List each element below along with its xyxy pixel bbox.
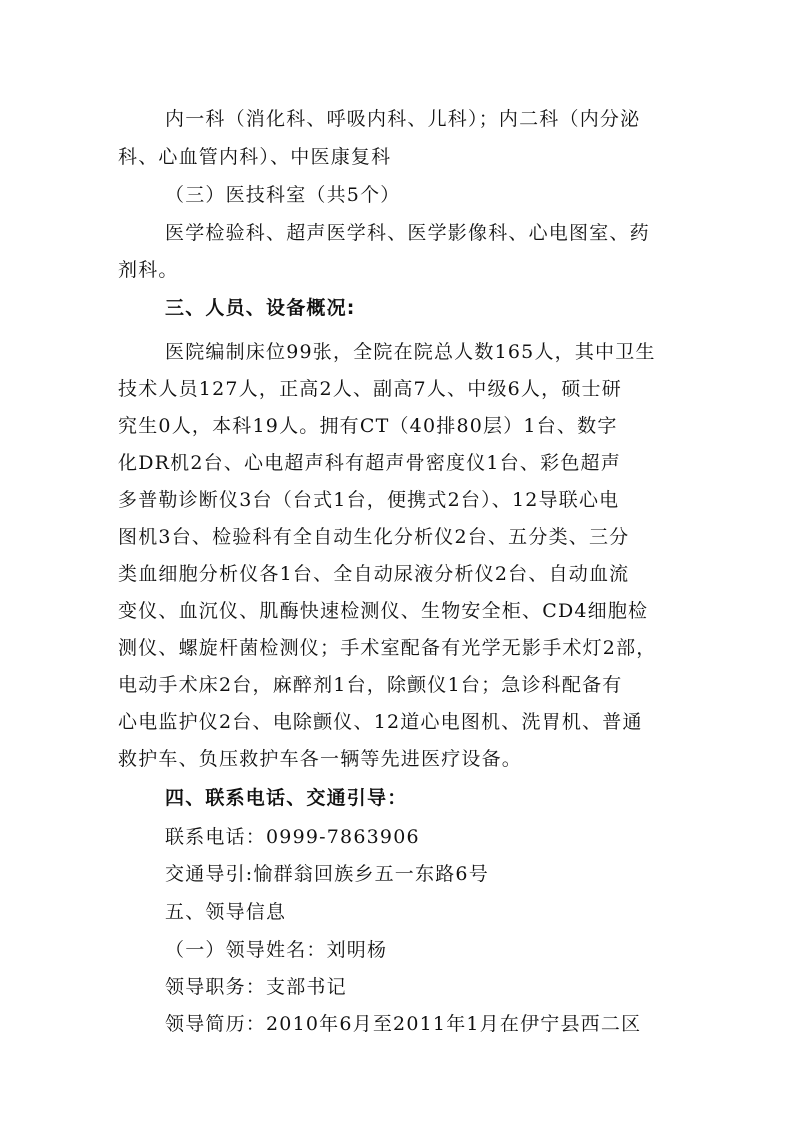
leader-name: （一）领导姓名：刘明杨 (165, 939, 388, 961)
text-line: 究生0人，本科19人。拥有CT（40排80层）1台、数字 (118, 415, 618, 437)
text-line: 技术人员127人，正高2人、副高7人、中级6人，硕士研 (118, 378, 622, 400)
text-line: 内一科（消化科、呼吸内科、儿科）；内二科（内分泌 (165, 108, 641, 130)
text-line: 医学检验科、超声医学科、医学影像科、心电图室、药 (165, 222, 650, 244)
text-line: 类血细胞分析仪各1台、全自动尿液分析仪2台、自动血流 (118, 563, 630, 585)
contact-phone: 联系电话：0999-7863906 (165, 826, 420, 848)
text-line: 测仪、螺旋杆菌检测仪；手术室配备有光学无影手术灯2部， (118, 637, 657, 659)
text-line: 心电监护仪2台、电除颤仪、12道心电图机、洗胃机、普通 (118, 711, 643, 733)
section-heading: 五、领导信息 (165, 901, 287, 923)
section-heading: 三、人员、设备概况: (165, 297, 356, 319)
text-line: 化DR机2台、心电超声科有超声骨密度仪1台、彩色超声 (118, 452, 621, 474)
text-line: 医院编制床位99张，全院在院总人数165人，其中卫生 (165, 341, 656, 363)
text-line: 救护车、负压救护车各一辆等先进医疗设备。 (118, 748, 523, 770)
text-line: 剂科。 (118, 259, 179, 281)
traffic-guide: 交通导引:愉群翁回族乡五一东路6号 (165, 863, 489, 885)
leader-title: 领导职务：支部书记 (165, 976, 347, 998)
text-line: 电动手术床2台，麻醉剂1台，除颤仪1台；急诊科配备有 (118, 674, 623, 696)
section-subheading: （三）医技科室（共5个） (165, 184, 401, 206)
text-line: 变仪、血沉仪、肌酶快速检测仪、生物安全柜、CD4细胞检 (118, 600, 649, 622)
text-line: 科、心血管内科）、中医康复科 (118, 146, 392, 168)
text-line: 图机3台、检验科有全自动生化分析仪2台、五分类、三分 (118, 526, 630, 548)
section-heading: 四、联系电话、交通引导： (165, 787, 408, 809)
leader-resume: 领导简历：2010年6月至2011年1月在伊宁县西二区 (165, 1013, 642, 1035)
text-line: 多普勒诊断仪3台（台式1台，便携式2台）、12导联心电 (118, 489, 620, 511)
